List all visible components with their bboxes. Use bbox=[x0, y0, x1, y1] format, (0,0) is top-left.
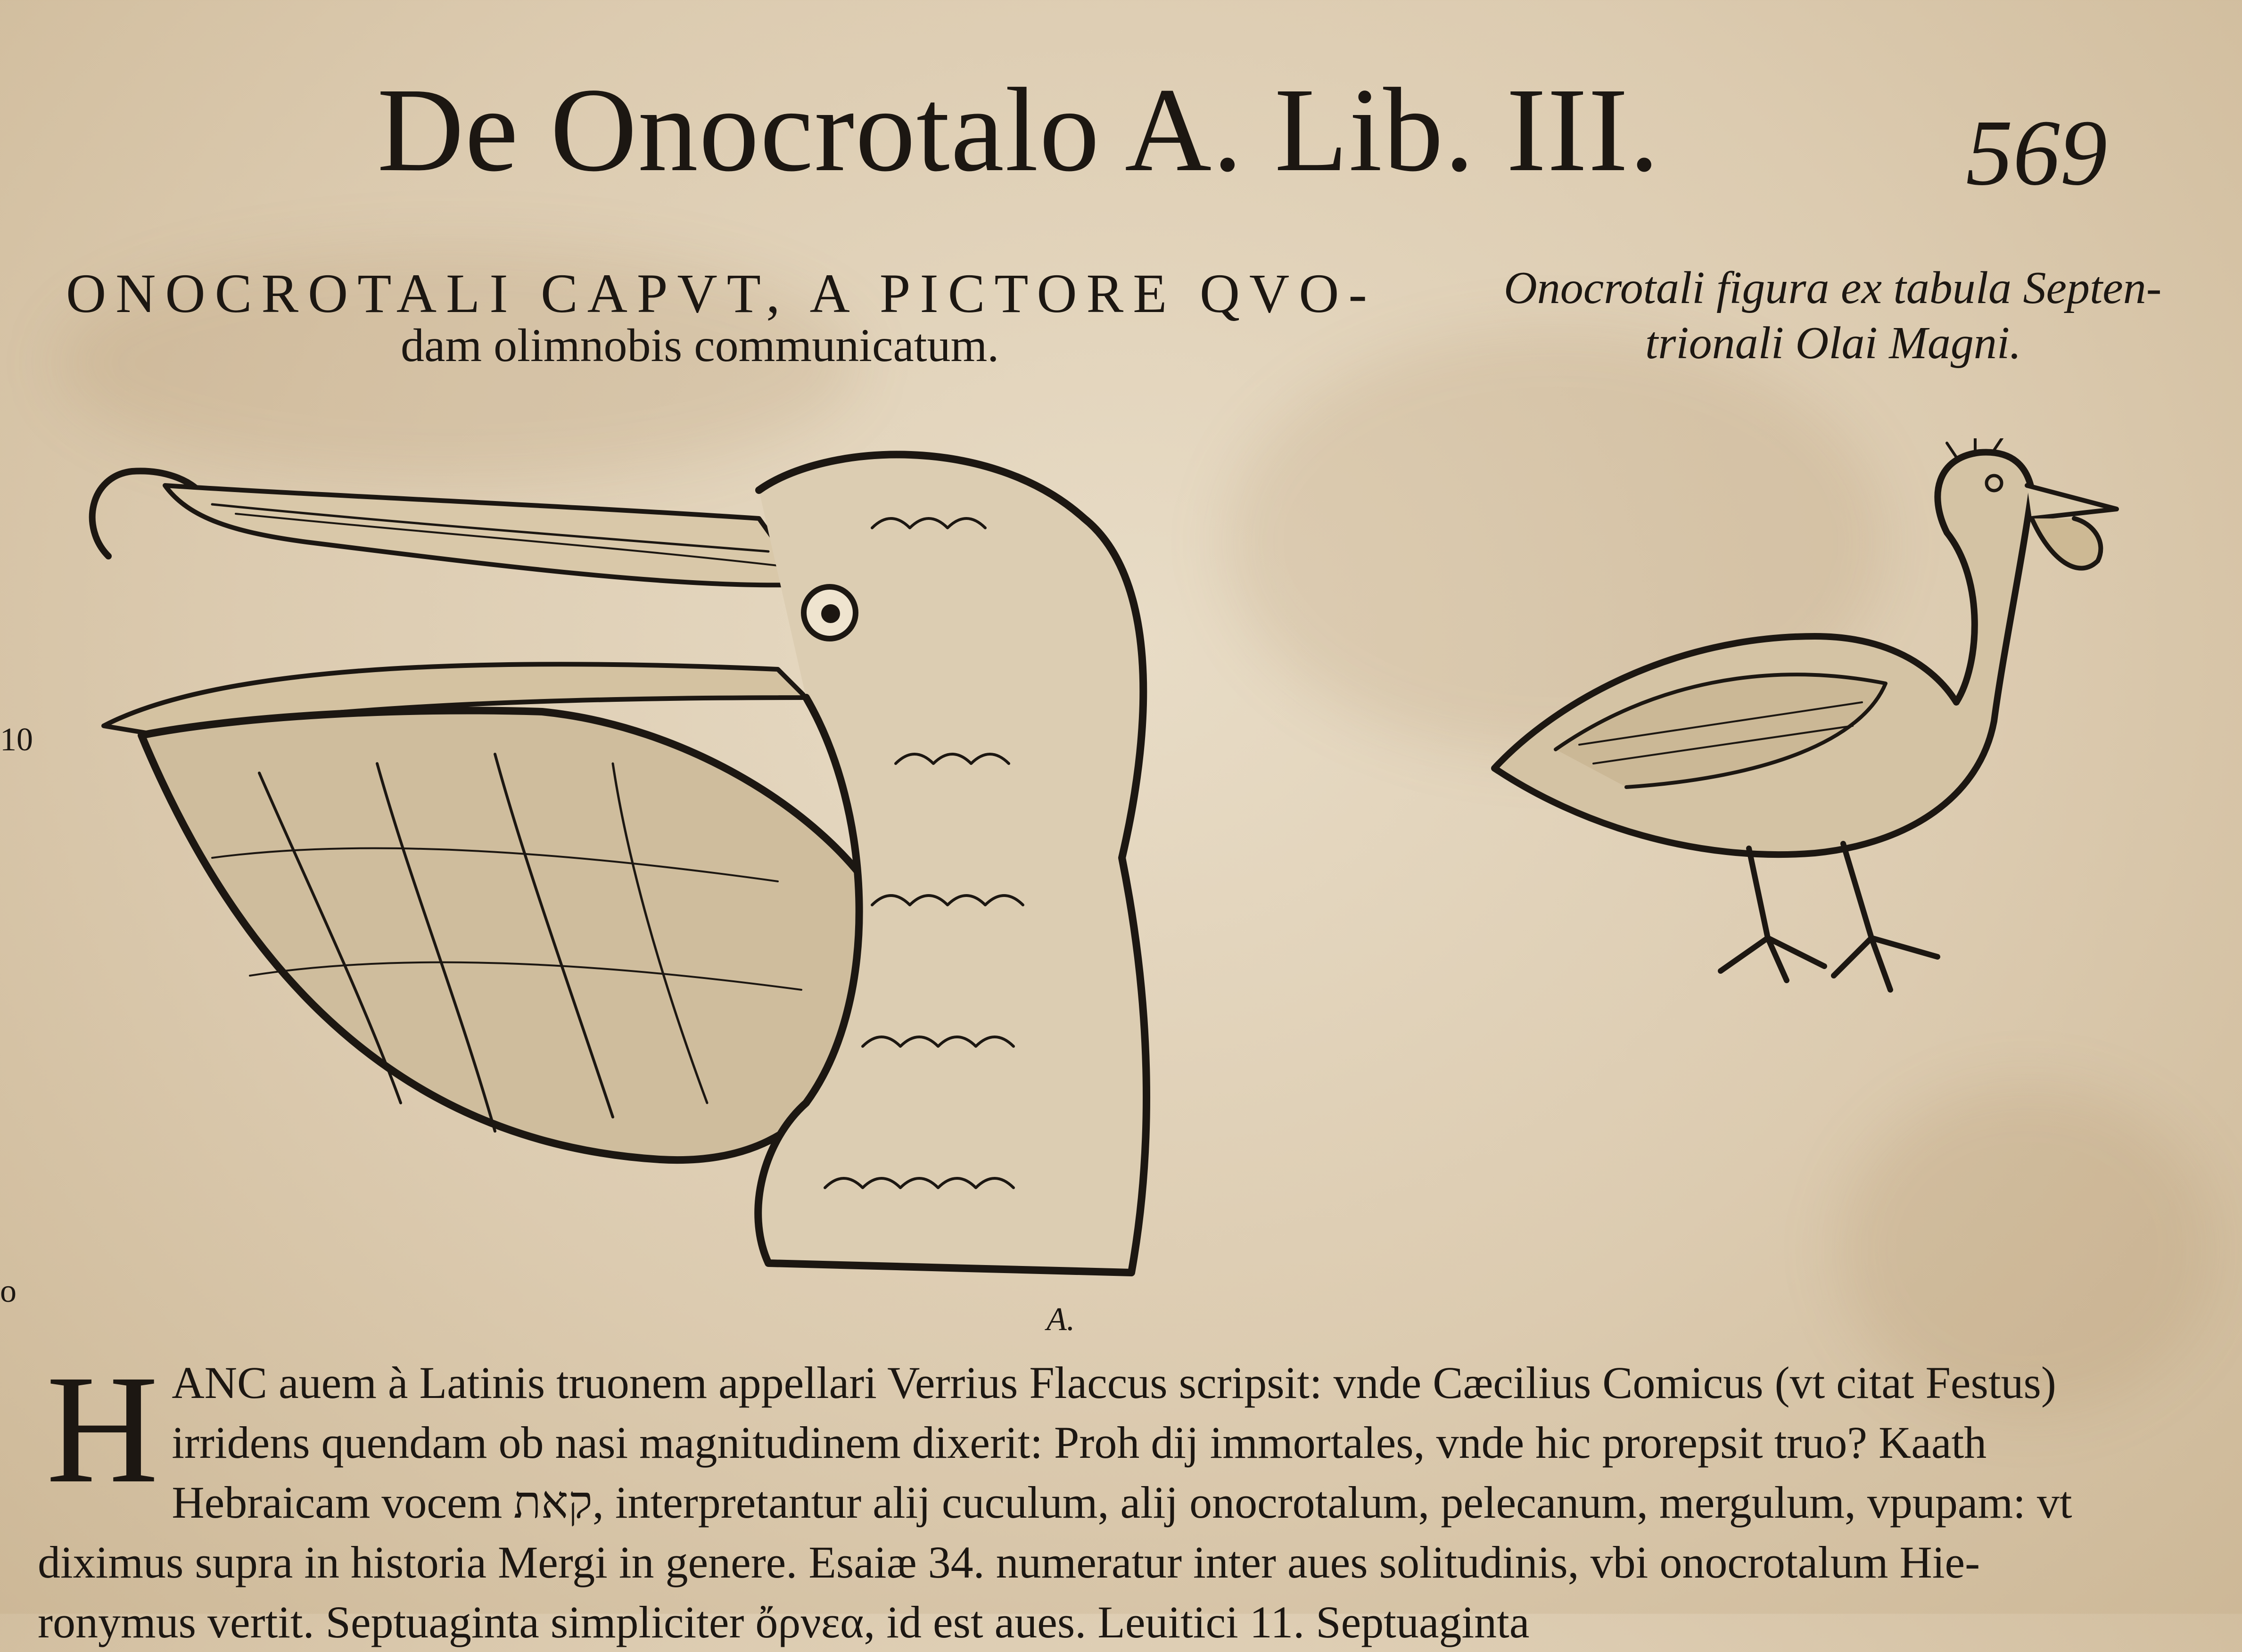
page-header-title: De Onocrotalo A. Lib. III. bbox=[377, 64, 1660, 197]
left-caption-line1: ONOCROTALI CAPVT, A PICTORE QVO- bbox=[66, 263, 1377, 324]
margin-number-lower: o bbox=[0, 1273, 16, 1309]
right-caption-line2: trionali Olai Magni. bbox=[1645, 318, 2021, 369]
body-line: ANC auem à Latinis truonem appellari Verrius Flaccus scripsit: vnde Cæcilius Comicus (vt citat Festus) bbox=[172, 1357, 2056, 1408]
body-line: diximus supra in historia Mergi in genere. Esaiæ 34. numeratur inter aues solitudinis, vbi onocrotalum Hie- bbox=[38, 1537, 1980, 1587]
pelican-head-illustration bbox=[71, 434, 1169, 1296]
body-line: Hebraicam vocem קאת, interpretantur alij cuculum, alij onocrotalum, pelecanum, mergulum, vpupam: vt bbox=[172, 1477, 2072, 1528]
left-caption-line2: dam olimnobis communicatum. bbox=[401, 319, 999, 371]
dropcap: H bbox=[46, 1343, 159, 1515]
pelican-bird-illustration bbox=[1485, 438, 2131, 1004]
body-line: ronymus vertit. Septuaginta simpliciter ὄρνεα, id est aues. Leuitici 11. Septuaginta bbox=[38, 1597, 1530, 1647]
margin-number-upper: 10 bbox=[0, 722, 33, 758]
right-caption-line1: Onocrotali figura ex tabula Septen- bbox=[1504, 263, 2162, 313]
body-line: irridens quendam ob nasi magnitudinem dixerit: Proh dij immortales, vnde hic prorepsit truo? Kaath bbox=[172, 1417, 1987, 1468]
body-text bbox=[38, 1343, 2150, 1652]
figure-label: A. bbox=[1047, 1301, 1075, 1338]
page-number: 569 bbox=[1966, 101, 2107, 205]
